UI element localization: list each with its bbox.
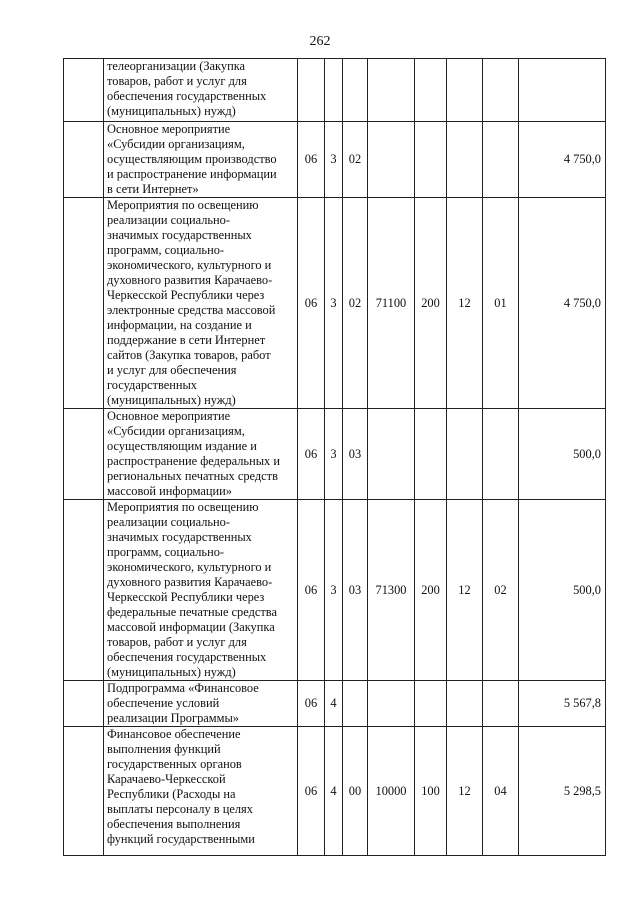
code-section-cell: 06 <box>298 409 325 500</box>
chapter-cell <box>447 681 483 727</box>
code-subprogram-cell: 3 <box>325 198 343 409</box>
subsection-cell <box>483 59 519 122</box>
expense-type-cell: 200 <box>415 500 447 681</box>
chapter-cell: 12 <box>447 727 483 856</box>
chapter-cell: 12 <box>447 500 483 681</box>
subsection-cell <box>483 681 519 727</box>
code-activity-cell: 02 <box>343 198 368 409</box>
code-direction-cell <box>368 409 415 500</box>
code-activity-cell: 03 <box>343 500 368 681</box>
table-row <box>64 198 606 409</box>
table-row <box>64 681 606 727</box>
code-subprogram-cell: 3 <box>325 409 343 500</box>
code-section-cell: 06 <box>298 727 325 856</box>
code-subprogram-cell <box>325 59 343 122</box>
row-name: телеорганизации (Закупка товаров, работ и услуг для обеспечения государственных (муниципальных) нужд) <box>107 59 267 118</box>
chapter-cell <box>447 59 483 122</box>
row-name: Мероприятия по освещению реализации социально- значимых государственных программ, социально- экономического, культурного и духовного развития Карачаево- Черкесской Республики через электронные средства массовой информации, на создание и поддержание в сети Интернет сайтов (Закупка товаров, работ и услуг для обеспечения государственных (муниципальных) нужд) <box>107 198 276 407</box>
expense-type-cell <box>415 681 447 727</box>
row-name: Основное мероприятие «Субсидии организациям, осуществляющим производство и распространение информации в сети Интернет» <box>107 122 277 196</box>
amount-cell: 500,0 <box>519 500 606 681</box>
expense-type-cell <box>415 122 447 198</box>
table-row <box>64 122 606 198</box>
chapter-cell <box>447 409 483 500</box>
subsection-cell: 01 <box>483 198 519 409</box>
amount-cell: 4 750,0 <box>519 122 606 198</box>
row-name-cell <box>104 681 298 727</box>
chapter-cell <box>447 122 483 198</box>
table-row <box>64 59 606 122</box>
row-name-cell <box>104 122 298 198</box>
row-name-cell <box>104 59 298 122</box>
amount-cell: 500,0 <box>519 409 606 500</box>
row-name: Мероприятия по освещению реализации социально- значимых государственных программ, социально- экономического, культурного и духовного развития Карачаево- Черкесской Республики через федеральные печатные средства массовой информации (Закупка товаров, работ и услуг для обеспечения государственных (муниципальных) нужд) <box>107 500 277 679</box>
table-row <box>64 500 606 681</box>
code-activity-cell <box>343 59 368 122</box>
code-subprogram-cell: 4 <box>325 681 343 727</box>
expense-type-cell: 200 <box>415 198 447 409</box>
row-name-cell <box>104 727 298 856</box>
chapter-cell: 12 <box>447 198 483 409</box>
code-direction-cell: 71100 <box>368 198 415 409</box>
subsection-cell <box>483 409 519 500</box>
row-name-cell <box>104 409 298 500</box>
code-subprogram-cell: 4 <box>325 727 343 856</box>
code-activity-cell: 03 <box>343 409 368 500</box>
code-section-cell: 06 <box>298 122 325 198</box>
row-name: Основное мероприятие «Субсидии организациям, осуществляющим издание и распространение федеральных и региональных печатных средств массовой информации» <box>107 409 280 498</box>
row-name-cell <box>104 500 298 681</box>
subsection-cell: 02 <box>483 500 519 681</box>
row-index-cell <box>64 409 104 500</box>
table-row <box>64 409 606 500</box>
row-index-cell <box>64 122 104 198</box>
row-index-cell <box>64 727 104 856</box>
code-section-cell <box>298 59 325 122</box>
table-row <box>64 727 606 856</box>
code-subprogram-cell: 3 <box>325 122 343 198</box>
row-index-cell <box>64 198 104 409</box>
expense-type-cell <box>415 409 447 500</box>
amount-cell: 5 298,5 <box>519 727 606 856</box>
budget-table <box>63 58 606 856</box>
code-activity-cell <box>343 681 368 727</box>
amount-cell: 5 567,8 <box>519 681 606 727</box>
code-direction-cell: 10000 <box>368 727 415 856</box>
page-number: 262 <box>309 34 331 49</box>
row-index-cell <box>64 59 104 122</box>
subsection-cell <box>483 122 519 198</box>
row-index-cell <box>64 500 104 681</box>
expense-type-cell <box>415 59 447 122</box>
subsection-cell: 04 <box>483 727 519 856</box>
code-activity-cell: 00 <box>343 727 368 856</box>
code-subprogram-cell: 3 <box>325 500 343 681</box>
code-direction-cell <box>368 59 415 122</box>
row-name: Подпрограмма «Финансовое обеспечение условий реализации Программы» <box>107 681 259 725</box>
code-direction-cell <box>368 681 415 727</box>
code-section-cell: 06 <box>298 198 325 409</box>
amount-cell: 4 750,0 <box>519 198 606 409</box>
row-name: Финансовое обеспечение выполнения функций государственных органов Карачаево-Черкесской Республики (Расходы на выплаты персоналу в целях обеспечения выполнения функций государственными <box>107 727 255 846</box>
code-direction-cell <box>368 122 415 198</box>
code-direction-cell: 71300 <box>368 500 415 681</box>
row-name-cell <box>104 198 298 409</box>
row-index-cell <box>64 681 104 727</box>
code-activity-cell: 02 <box>343 122 368 198</box>
amount-cell <box>519 59 606 122</box>
code-section-cell: 06 <box>298 681 325 727</box>
expense-type-cell: 100 <box>415 727 447 856</box>
code-section-cell: 06 <box>298 500 325 681</box>
